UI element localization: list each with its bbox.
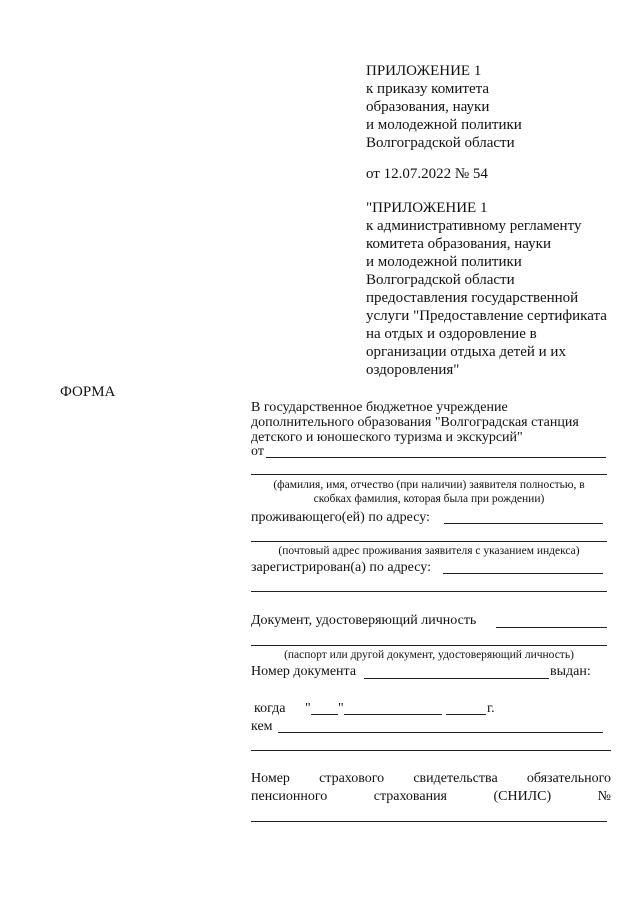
snils-number-field[interactable] — [251, 821, 607, 822]
order-annex-line: к приказу комитета — [366, 81, 490, 97]
order-annex-header — [366, 62, 522, 152]
issued-by-field-continued[interactable] — [251, 750, 611, 751]
id-document-field-continued[interactable] — [251, 645, 607, 646]
fio-hint-line: (фамилия, имя, отчество (при наличии) заявителя полностью, в — [273, 479, 585, 491]
addressee-line: В государственное бюджетное учреждение — [251, 400, 508, 415]
from-field[interactable] — [266, 457, 606, 458]
snils-word: (СНИЛС) — [493, 789, 552, 804]
fio-hint-line: скобках фамилия, которая была при рождении) — [313, 493, 545, 505]
snils-word: страхования — [373, 789, 447, 804]
regulation-annex-line: оздоровления" — [366, 362, 460, 378]
year-suffix: г. — [487, 701, 495, 716]
regulation-annex-line: услуги "Предоставление сертификата — [366, 308, 607, 324]
regulation-annex-line: Волгоградской области — [366, 272, 515, 288]
document-number-field[interactable] — [364, 678, 549, 679]
residing-address-field[interactable] — [444, 523, 603, 524]
regulation-annex-line: комитета образования, науки — [366, 236, 551, 252]
snils-label-line-1 — [251, 771, 611, 786]
regulation-annex-header — [366, 199, 607, 379]
regulation-annex-line: предоставления государственной — [366, 290, 579, 306]
from-field-continued[interactable] — [251, 474, 607, 475]
snils-word: Номер — [251, 771, 290, 786]
regulation-annex-line: на отдых и оздоровление в — [366, 326, 537, 342]
registered-address-field[interactable] — [443, 573, 603, 574]
date-quote-open: " — [305, 701, 311, 716]
passport-hint: (паспорт или другой документ, удостоверяющий личность) — [284, 649, 574, 661]
registered-address-field-continued[interactable] — [251, 591, 607, 592]
issue-day-field[interactable] — [311, 714, 338, 715]
id-document-field[interactable] — [496, 627, 607, 628]
order-annex-line: ПРИЛОЖЕНИЕ 1 — [366, 63, 482, 79]
fio-hint — [251, 478, 607, 506]
snils-word: обязательного — [526, 771, 611, 786]
order-annex-line: Волгоградской области — [366, 135, 515, 151]
snils-word: пенсионного — [251, 789, 328, 804]
addressee-line: детского и юношеского туризма и экскурсий" — [251, 430, 523, 445]
residing-address-field-continued[interactable] — [251, 541, 607, 542]
regulation-annex-line: и молодежной политики — [366, 254, 522, 270]
postal-hint: (почтовый адрес проживания заявителя с указанием индекса) — [278, 545, 580, 557]
date-quote-close: " — [338, 701, 344, 716]
snils-word: № — [597, 789, 611, 804]
regulation-annex-line: "ПРИЛОЖЕНИЕ 1 — [366, 200, 488, 216]
order-date-line: от 12.07.2022 № 54 — [366, 166, 488, 182]
issue-year-field[interactable] — [446, 714, 486, 715]
from-label: от — [251, 444, 264, 459]
when-label: когда — [254, 701, 286, 716]
issued-by-label: кем — [251, 719, 273, 734]
regulation-annex-line: к административному регламенту — [366, 218, 582, 234]
snils-label-line-2 — [251, 789, 611, 804]
residing-label: проживающего(ей) по адресу: — [251, 510, 430, 525]
addressee-block — [251, 400, 579, 445]
order-annex-line: образования, науки — [366, 99, 490, 115]
forma-label: ФОРМА — [60, 384, 116, 400]
issued-label: выдан: — [550, 664, 591, 679]
id-document-label: Документ, удостоверяющий личность — [251, 613, 477, 628]
issue-month-field[interactable] — [344, 714, 442, 715]
order-annex-line: и молодежной политики — [366, 117, 522, 133]
document-number-label: Номер документа — [251, 664, 357, 679]
addressee-line: дополнительного образования "Волгоградская станция — [251, 415, 579, 430]
issued-by-field[interactable] — [278, 732, 603, 733]
snils-word: страхового — [319, 771, 385, 786]
regulation-annex-line: организации отдыха детей и их — [366, 344, 566, 360]
registered-label: зарегистрирован(а) по адресу: — [251, 560, 431, 575]
snils-word: свидетельства — [413, 771, 498, 786]
